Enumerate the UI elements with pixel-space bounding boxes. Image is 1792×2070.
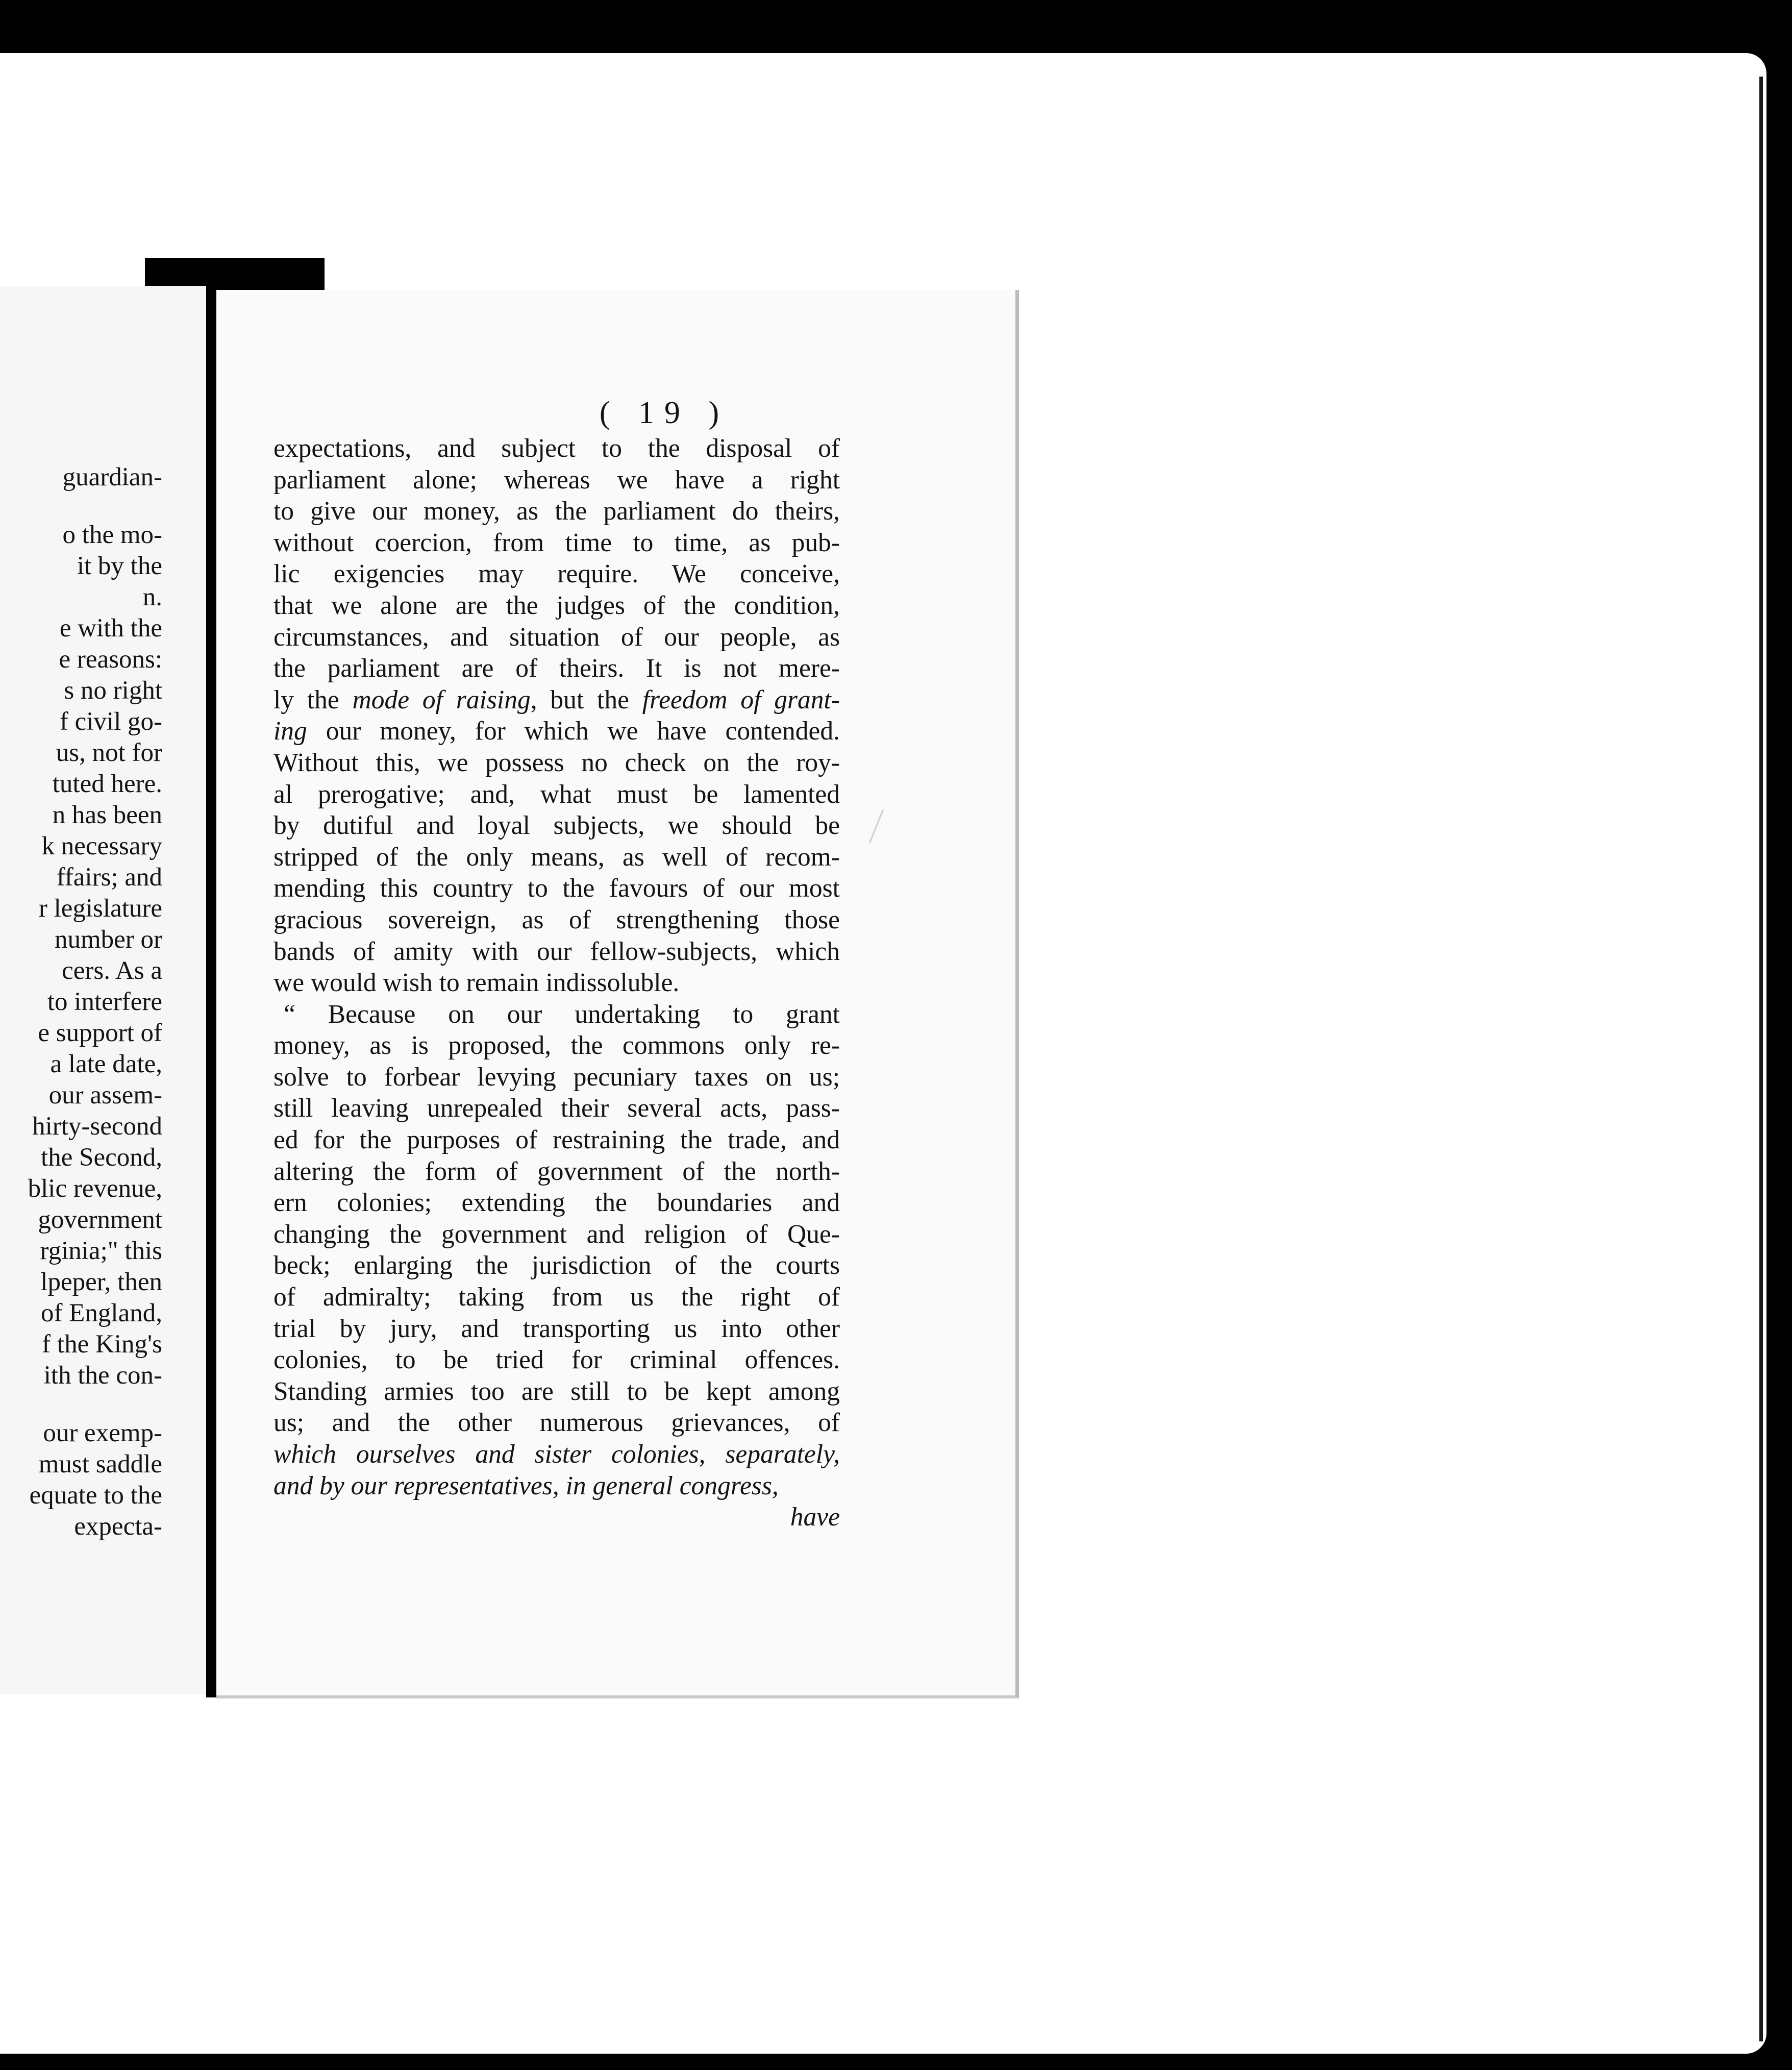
text-line bbox=[273, 1187, 840, 1219]
facing-page-line: n. bbox=[142, 583, 162, 611]
facing-page-line bbox=[0, 493, 162, 520]
text-run: al prerogative; and, what must be lamented bbox=[273, 779, 840, 809]
text-run: bands of amity with our fellow-subjects, which bbox=[273, 937, 840, 966]
text-run: of admiralty; taking from us the right of bbox=[273, 1283, 840, 1312]
text-run: altering the form of government of the north- bbox=[273, 1156, 840, 1186]
text-line bbox=[273, 464, 840, 496]
facing-page-line: us, not for bbox=[56, 738, 162, 767]
text-run: parliament alone; whereas we have a right bbox=[273, 465, 840, 495]
facing-page-line: our assem- bbox=[48, 1081, 162, 1110]
page-body-text bbox=[273, 433, 840, 1533]
text-run: solve to forbear levying pecuniary taxes on us; bbox=[273, 1062, 840, 1092]
text-line bbox=[273, 842, 840, 873]
facing-page-line: our exemp- bbox=[43, 1419, 162, 1447]
text-run: , but the bbox=[530, 685, 642, 714]
text-line bbox=[273, 1219, 840, 1250]
text-line bbox=[273, 1062, 840, 1093]
text-line bbox=[273, 1376, 840, 1408]
facing-page-line: cers. As a bbox=[62, 956, 162, 985]
facing-page-left bbox=[0, 286, 213, 1694]
text-run: mending this country to the favours of our most bbox=[273, 874, 840, 903]
facing-page-line: e support of bbox=[38, 1019, 162, 1047]
facing-page-line: government bbox=[38, 1205, 162, 1234]
italic-text: which ourselves and sister colonies, separately, bbox=[273, 1440, 840, 1469]
page-number: ( 19 ) bbox=[599, 396, 730, 430]
text-run: ly the bbox=[273, 685, 353, 714]
facing-page-text bbox=[0, 462, 162, 1542]
facing-page-line bbox=[0, 1391, 162, 1418]
facing-page-line: k necessary bbox=[41, 832, 162, 860]
text-line bbox=[273, 527, 840, 559]
text-run: “ Because on our undertaking to grant bbox=[284, 999, 840, 1029]
facing-page-line: rginia;" this bbox=[40, 1237, 162, 1265]
facing-page-line: the Second, bbox=[41, 1143, 162, 1172]
facing-page-line: e reasons: bbox=[59, 645, 162, 674]
italic-text: freedom of grant- bbox=[642, 685, 840, 714]
text-line bbox=[273, 1282, 840, 1313]
text-line bbox=[273, 936, 840, 968]
text-line bbox=[273, 653, 840, 684]
text-run: changing the government and religion of Que- bbox=[273, 1219, 840, 1249]
facing-page-line: f civil go- bbox=[59, 707, 162, 736]
text-line bbox=[273, 1030, 840, 1062]
text-line bbox=[273, 1344, 840, 1376]
text-line bbox=[273, 1407, 840, 1439]
text-line bbox=[273, 716, 840, 747]
text-run: our money, for which we have contended. bbox=[307, 717, 840, 746]
text-run: lic exigencies may require. We conceive, bbox=[273, 559, 840, 589]
text-line bbox=[273, 496, 840, 527]
text-line bbox=[273, 904, 840, 936]
italic-text: have bbox=[790, 1502, 840, 1532]
text-line bbox=[273, 1313, 840, 1345]
text-run: ern colonies; extending the boundaries and bbox=[273, 1188, 840, 1218]
text-run: us; and the other numerous grievances, of bbox=[273, 1408, 840, 1438]
text-run: beck; enlarging the jurisdiction of the courts bbox=[273, 1251, 840, 1280]
facing-page-line: a late date, bbox=[50, 1050, 162, 1078]
text-line bbox=[273, 747, 840, 779]
text-run: gracious sovereign, as of strengthening those bbox=[273, 905, 840, 934]
text-run: that we alone are the judges of the condition, bbox=[273, 590, 840, 620]
text-line bbox=[273, 1501, 840, 1533]
binding-tab bbox=[145, 258, 325, 290]
facing-page-line: to interfere bbox=[47, 988, 162, 1016]
text-run: by dutiful and loyal subjects, we should be bbox=[273, 811, 840, 841]
text-run: without coercion, from time to time, as pub- bbox=[273, 528, 840, 557]
frame-rule bbox=[1759, 77, 1763, 2041]
text-run: colonies, to be tried for criminal offences. bbox=[273, 1345, 840, 1375]
text-run: money, as is proposed, the commons only re- bbox=[273, 1031, 840, 1061]
text-line bbox=[273, 558, 840, 590]
facing-page-line: s no right bbox=[64, 676, 162, 705]
facing-page-line: ith the con- bbox=[43, 1361, 162, 1390]
facing-page-line: f the King's bbox=[42, 1330, 162, 1359]
facing-page-line: tuted here. bbox=[52, 770, 162, 798]
text-line bbox=[273, 684, 840, 716]
text-run: Standing armies too are still to be kept among bbox=[273, 1376, 840, 1406]
page-19 bbox=[216, 290, 1019, 1698]
text-line bbox=[273, 622, 840, 653]
text-line bbox=[273, 590, 840, 622]
text-run: ed for the purposes of restraining the trade, and bbox=[273, 1125, 840, 1155]
text-run: to give our money, as the parliament do theirs, bbox=[273, 497, 840, 526]
text-run: circumstances, and situation of our people, as bbox=[273, 622, 840, 652]
facing-page-line: it by the bbox=[77, 552, 162, 580]
text-run: we would wish to remain indissoluble. bbox=[273, 968, 680, 998]
text-run: still leaving unrepealed their several acts, pass- bbox=[273, 1094, 840, 1123]
facing-page-line: must saddle bbox=[38, 1450, 162, 1478]
italic-text: ing bbox=[273, 717, 307, 746]
text-line bbox=[273, 433, 840, 464]
text-line bbox=[273, 1156, 840, 1188]
text-run: Without this, we possess no check on the roy- bbox=[273, 748, 840, 777]
text-run: the parliament are of theirs. It is not mere- bbox=[273, 654, 840, 683]
text-line bbox=[273, 999, 840, 1030]
facing-page-line: o the mo- bbox=[62, 521, 162, 549]
facing-page-line: r legislature bbox=[38, 894, 162, 923]
text-line bbox=[273, 1439, 840, 1470]
facing-page-line: hirty-second bbox=[32, 1112, 162, 1141]
facing-page-line: equate to the bbox=[29, 1481, 162, 1510]
text-line bbox=[273, 1250, 840, 1282]
facing-page-line: blic revenue, bbox=[28, 1174, 162, 1203]
text-line bbox=[273, 1093, 840, 1124]
text-run: expectations, and subject to the disposal of bbox=[273, 434, 840, 463]
facing-page-line: expecta- bbox=[74, 1512, 162, 1541]
facing-page-line: lpeper, then bbox=[40, 1268, 162, 1296]
text-line bbox=[273, 1470, 840, 1502]
facing-page-line: n has been bbox=[52, 801, 162, 829]
facing-page-line: e with the bbox=[59, 614, 162, 643]
text-line bbox=[273, 873, 840, 904]
text-line bbox=[273, 967, 840, 999]
facing-page-line: of England, bbox=[41, 1299, 162, 1327]
italic-text: and by our representatives, in general congress, bbox=[273, 1471, 779, 1500]
facing-page-line: guardian- bbox=[62, 463, 162, 491]
text-line bbox=[273, 1124, 840, 1156]
text-line bbox=[273, 779, 840, 810]
text-run: stripped of the only means, as well of recom- bbox=[273, 842, 840, 872]
facing-page-line: number or bbox=[54, 925, 162, 954]
italic-text: mode of raising bbox=[352, 685, 531, 714]
text-run: trial by jury, and transporting us into other bbox=[273, 1314, 840, 1343]
facing-page-line: ffairs; and bbox=[56, 863, 162, 892]
text-line bbox=[273, 810, 840, 842]
